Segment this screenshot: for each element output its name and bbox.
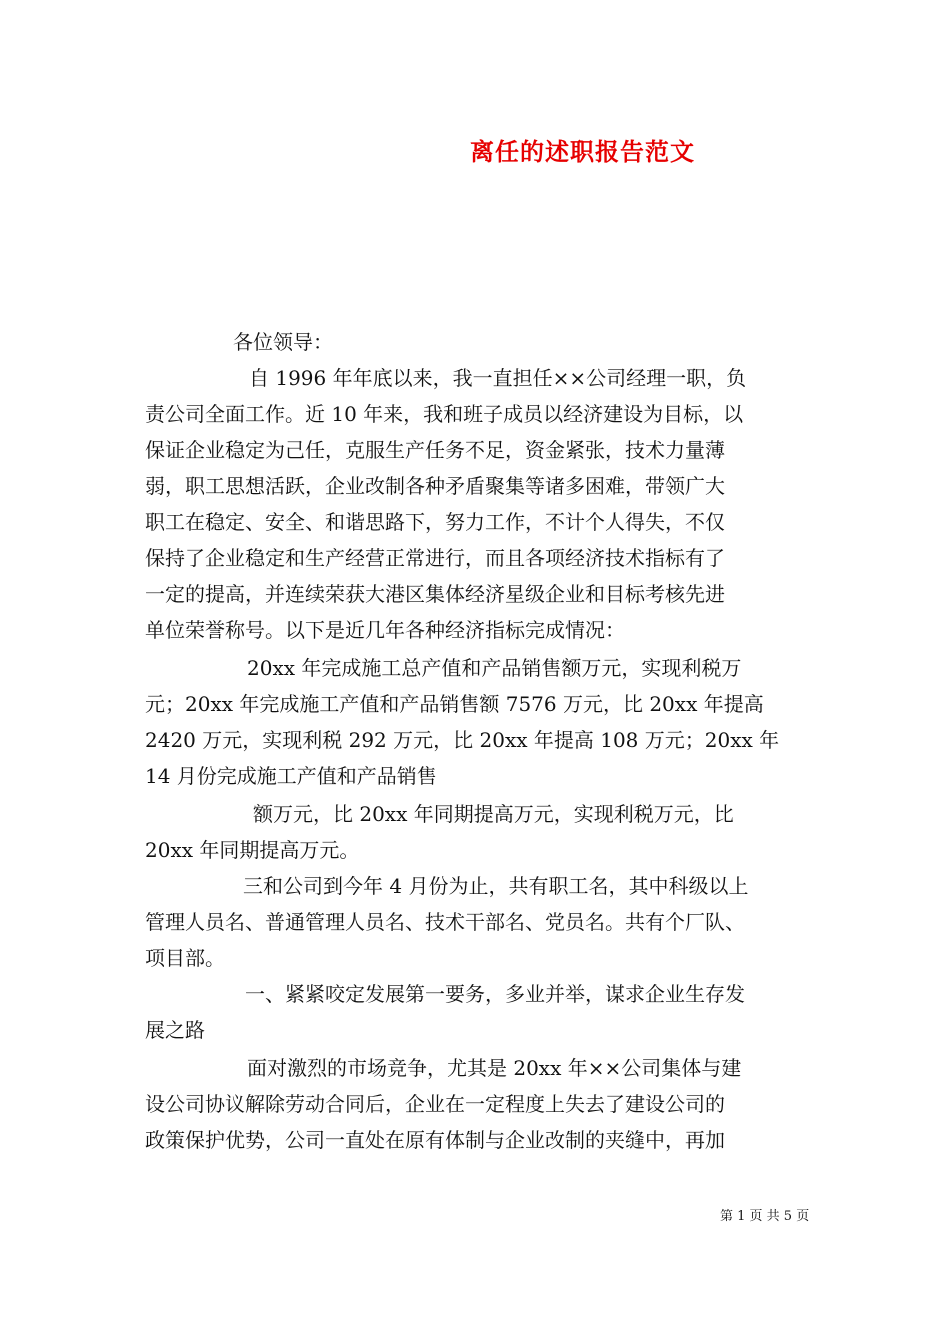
body-line: 自 1996 年年底以来，我一直担任××公司经理一职，负 [249,366,747,390]
body-line: 20xx 年同期提高万元。 [145,838,360,862]
body-line: 政策保护优势，公司一直处在原有体制与企业改制的夹缝中，再加 [145,1128,725,1152]
page-number-footer: 第 1 页 共 5 页 [720,1209,810,1224]
body-line: 管理人员名、普通管理人员名、技术干部名、党员名。共有个厂队、 [145,910,745,934]
body-line: 责公司全面工作。近 10 年来，我和班子成员以经济建设为目标，以 [145,402,744,426]
body-line: 额万元，比 20xx 年同期提高万元，实现利税万元，比 [253,802,734,826]
section-heading-line: 一、紧紧咬定发展第一要务，多业并举，谋求企业生存发 [245,982,745,1006]
body-line: 保持了企业稳定和生产经营正常进行，而且各项经济技术指标有了 [145,546,725,570]
document-title: 离任的述职报告范文 [470,137,695,166]
body-line: 一定的提高，并连续荣获大港区集体经济星级企业和目标考核先进 [145,582,725,606]
body-line: 项目部。 [145,946,225,970]
body-line: 职工在稳定、安全、和谐思路下，努力工作，不计个人得失，不仅 [145,510,725,534]
body-line: 20xx 年完成施工总产值和产品销售额万元，实现利税万 [247,656,742,680]
body-line: 面对激烈的市场竞争，尤其是 20xx 年××公司集体与建 [247,1056,742,1080]
body-line: 保证企业稳定为己任，克服生产任务不足，资金紧张，技术力量薄 [145,438,725,462]
body-line: 设公司协议解除劳动合同后，企业在一定程度上失去了建设公司的 [145,1092,725,1116]
body-line: 弱，职工思想活跃，企业改制各种矛盾聚集等诸多困难，带领广大 [145,474,725,498]
body-line: 2420 万元，实现利税 292 万元，比 20xx 年提高 108 万元；20xx 年 [145,728,780,752]
body-line: 元；20xx 年完成施工产值和产品销售额 7576 万元，比 20xx 年提高 [145,692,764,716]
body-line: 单位荣誉称号。以下是近几年各种经济指标完成情况： [145,618,625,642]
body-line: 各位领导： [233,330,333,354]
body-line: 14 月份完成施工产值和产品销售 [145,764,437,788]
body-line: 三和公司到今年 4 月份为止，共有职工名，其中科级以上 [243,874,749,898]
section-heading-line: 展之路 [145,1018,205,1042]
